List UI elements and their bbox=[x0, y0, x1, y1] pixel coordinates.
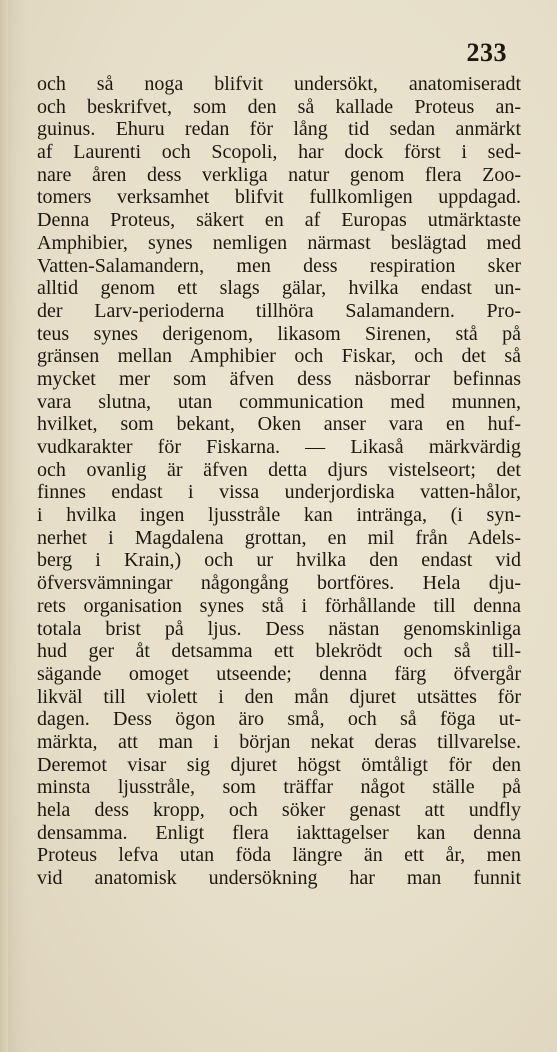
text-line: och beskrifvet, som den så kallade Proteus an- bbox=[37, 95, 521, 118]
text-line: der Larv-perioderna tillhöra Salamandern. Pro- bbox=[37, 299, 521, 322]
text-line: minsta ljusstråle, som träffar något ställe på bbox=[37, 776, 521, 799]
text-line: nare åren dess verkliga natur genom flera Zoo- bbox=[37, 163, 521, 186]
text-line: Vatten-Salamandern, men dess respiration sker bbox=[37, 254, 521, 277]
text-line: hud ger åt detsamma ett blekrödt och så till- bbox=[37, 640, 521, 663]
text-line: i hvilka ingen ljusstråle kan intränga, (i syn- bbox=[37, 504, 521, 527]
text-line: rets organisation synes stå i förhållande till denna bbox=[37, 594, 521, 617]
text-line: hvilket, som bekant, Oken anser vara en huf- bbox=[37, 413, 521, 436]
text-line: Amphibier, synes nemligen närmast beslägtad med bbox=[37, 231, 521, 254]
text-line: och så noga blifvit undersökt, anatomiseradt bbox=[37, 73, 521, 95]
text-line: likväl till violett i den mån djuret utsättes för bbox=[37, 685, 521, 708]
text-line: densamma. Enligt flera iakttagelser kan denna bbox=[37, 821, 521, 844]
text-line: vara slutna, utan communication med munnen, bbox=[37, 390, 521, 413]
text-line: vid anatomisk undersökning har man funnit bbox=[37, 867, 521, 890]
text-line: alltid genom ett slags gälar, hvilka endast un- bbox=[37, 277, 521, 300]
text-line: tomers verksamhet blifvit fullkomligen uppdagad. bbox=[37, 186, 521, 209]
text-line: finnes endast i vissa underjordiska vatten-hålor, bbox=[37, 481, 521, 504]
text-line: sägande omoget utseende; denna färg öfvergår bbox=[37, 662, 521, 685]
text-line: Proteus lefva utan föda längre än ett år, men bbox=[37, 844, 521, 867]
text-line: af Laurenti och Scopoli, har dock först i sed- bbox=[37, 141, 521, 164]
text-line: dagen. Dess ögon äro små, och så föga ut- bbox=[37, 708, 521, 731]
text-line: mycket mer som äfven dess näsborrar befinnas bbox=[37, 367, 521, 390]
text-line: berg i Krain,) och ur hvilka den endast vid bbox=[37, 549, 521, 572]
text-line: teus synes derigenom, likasom Sirenen, stå på bbox=[37, 322, 521, 345]
text-line: märkta, att man i början nekat deras tillvarelse. bbox=[37, 730, 521, 753]
text-line: hela dess kropp, och söker genast att undfly bbox=[37, 799, 521, 821]
page-gutter bbox=[0, 0, 8, 1052]
text-line: gränsen mellan Amphibier och Fiskar, och det så bbox=[37, 345, 521, 368]
text-line: Deremot visar sig djuret högst ömtåligt för den bbox=[37, 753, 521, 776]
text-line: totala brist på ljus. Dess nästan genomskinliga bbox=[37, 617, 521, 640]
text-line: guinus. Ehuru redan för lång tid sedan anmärkt bbox=[37, 118, 521, 141]
text-line: Denna Proteus, säkert en af Europas utmärktaste bbox=[37, 209, 521, 232]
text-line: och ovanlig är äfven detta djurs vistelseort; det bbox=[37, 458, 521, 481]
page-number: 233 bbox=[466, 38, 507, 67]
text-line: vudkarakter för Fiskarna. — Likaså märkvärdig bbox=[37, 436, 521, 458]
text-line: öfversvämningar någongång bortföres. Hela dju- bbox=[37, 572, 521, 595]
text-line: nerhet i Magdalena grottan, en mil från Adels- bbox=[37, 526, 521, 549]
body-text bbox=[37, 73, 521, 890]
